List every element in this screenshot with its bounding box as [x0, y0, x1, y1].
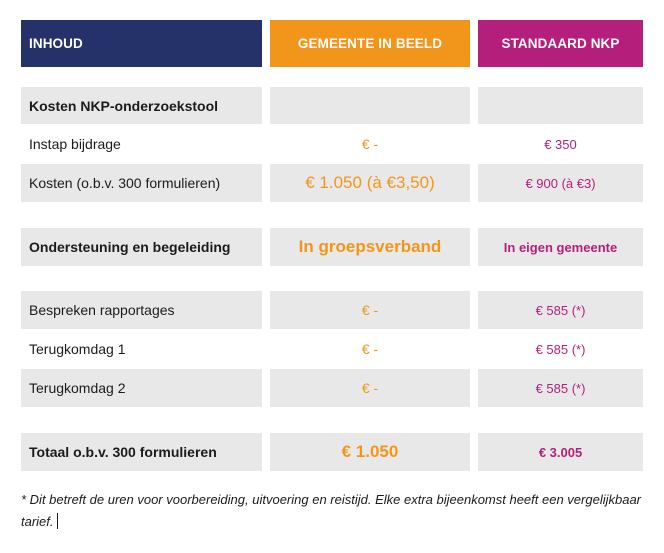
row-value-instap-standaard: € 350: [544, 136, 577, 152]
row-value-terugkomdag-2-gemeente: € -: [270, 369, 470, 407]
row-value-bespreken-gemeente: € -: [270, 291, 470, 329]
total-label: Totaal o.b.v. 300 formulieren: [21, 433, 262, 471]
footnote-text: * Dit betreft de uren voor voorbereiding, uitvoering en reistijd. Elke extra bijeenkomst heeft een vergelijkbaar tarief.: [21, 492, 642, 529]
row-label-instap: Instap bijdrage: [29, 136, 121, 152]
row-value-terugkomdag-2-standaard: € 585 (*): [478, 369, 643, 407]
row-value-kosten-standaard: € 900 (à €3): [478, 164, 643, 202]
row-label-bespreken: Bespreken rapportages: [21, 291, 262, 329]
row-label-kosten: Kosten (o.b.v. 300 formulieren): [21, 164, 262, 202]
total-gemeente: € 1.050: [270, 433, 470, 471]
header-gemeente-in-beeld: GEMEENTE IN BEELD: [270, 20, 470, 67]
text-cursor: [57, 513, 58, 529]
section-kosten-standaard-empty: [478, 87, 643, 124]
ondersteuning-standaard: In eigen gemeente: [478, 228, 643, 266]
section-title-kosten: Kosten NKP-onderzoekstool: [21, 87, 262, 124]
section-title-ondersteuning: Ondersteuning en begeleiding: [21, 228, 262, 266]
footnote: [21, 489, 651, 533]
header-standaard-nkp: STANDAARD NKP: [478, 20, 643, 67]
row-value-kosten-gemeente: € 1.050 (à €3,50): [270, 164, 470, 202]
row-label-terugkomdag-1: Terugkomdag 1: [29, 341, 126, 357]
total-standaard: € 3.005: [478, 433, 643, 471]
row-label-terugkomdag-2: Terugkomdag 2: [21, 369, 262, 407]
row-value-terugkomdag-1-gemeente: € -: [361, 341, 379, 357]
row-value-bespreken-standaard: € 585 (*): [478, 291, 643, 329]
row-value-instap-gemeente: € -: [361, 136, 379, 152]
header-inhoud: INHOUD: [21, 20, 262, 67]
section-kosten-gemeente-empty: [270, 87, 470, 124]
ondersteuning-gemeente: In groepsverband: [270, 228, 470, 266]
row-value-terugkomdag-1-standaard: € 585 (*): [535, 341, 586, 357]
